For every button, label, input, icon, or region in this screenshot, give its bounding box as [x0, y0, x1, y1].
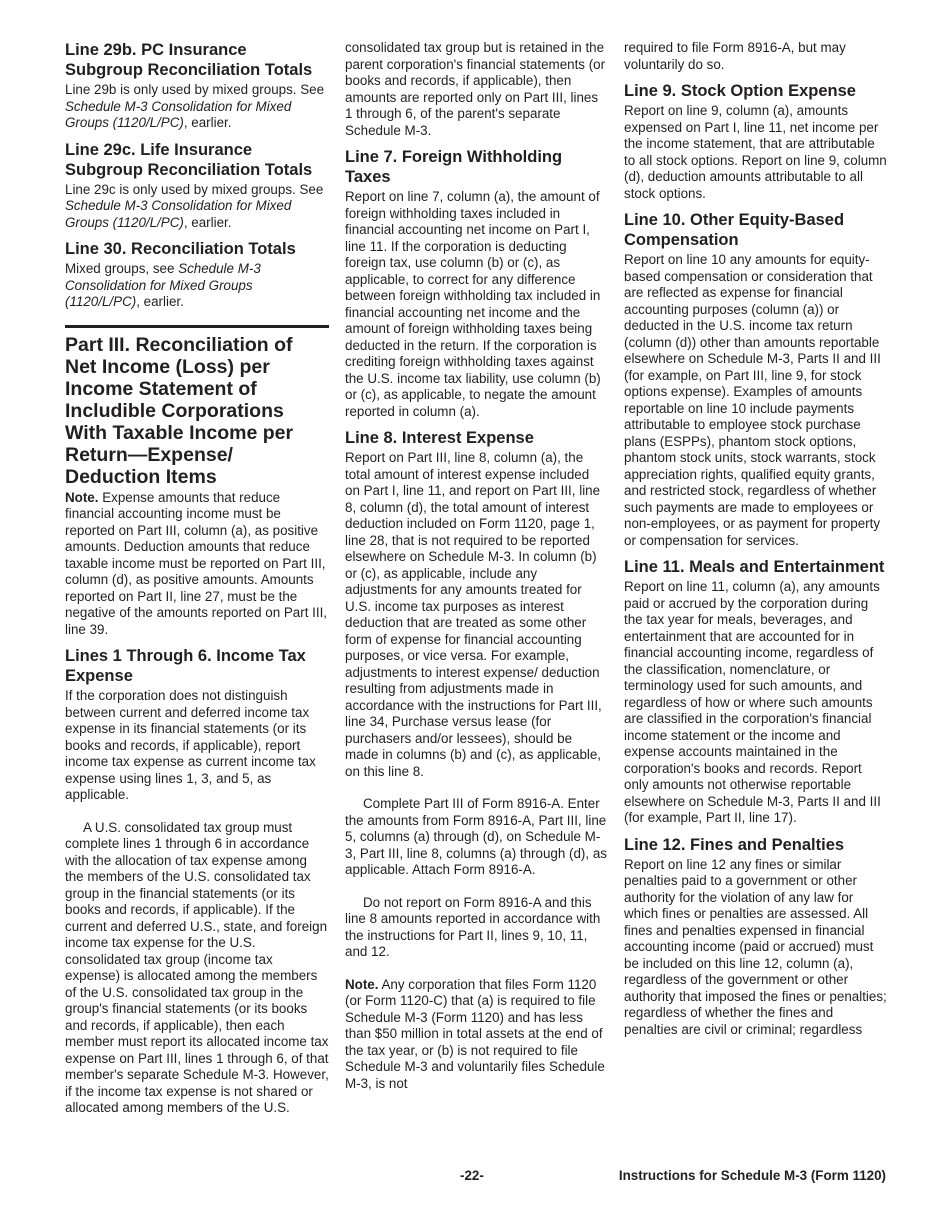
column-2	[345, 40, 607, 1100]
page-number: -22-	[460, 1168, 484, 1183]
footer-document-title: Instructions for Schedule M-3 (Form 1120)	[618, 1168, 886, 1183]
paragraph-line-8-b: Complete Part III of Form 8916-A. Enter the amounts from Form 8916-A, Part III, line 5, columns (a) through (d), on Schedule M-3, Part III, line 8, columns (a) through (d), as applicable. Attach Form 8916-A.	[345, 796, 607, 877]
part-3-title: Part III. Reconciliation of Net Income (Loss) per Income Statement of Includible Corporations With Taxable Income per Return—Expense/ Deduction Items	[65, 333, 294, 488]
paragraph-line-10: Report on line 10 any amounts for equity-based compensation or consideration that are reflected as expense for financial accounting purposes (column (a)) or deducted in the U.S. income tax return (column (d)) other than amounts reportable elsewhere on Schedule M-3, Parts II and III (for example, on Part III, line 9, for stock options expense). Examples of amounts reportable on line 10 include payments attributable to employee stock purchase plans (ESPPs), phantom stock options, phantom stock units, stock warrants, stock appreciation rights, qualified equity grants, and restricted stock, regardless of whether such payments are made to employees or non-employees, or as payment for property or compensation for services.	[624, 252, 881, 548]
note-form-8916a: Note. Any corporation that files Form 1120 (or Form 1120-C) that (a) is required to file Schedule M-3 (Form 1120) and has less than $50 million in total assets at the end of the tax year, or (b) is not required to file Schedule M-3 and voluntarily files Schedule M-3, is not	[345, 976, 605, 1091]
paragraph-lines-1-6-a: If the corporation does not distinguish between current and deferred income tax expense in its financial statements (or its books and records, if applicable), report income tax expense as current income tax expense using lines 1, 3, and 5, as applicable.	[65, 688, 316, 802]
paragraph-line-29c: Line 29c is only used by mixed groups. See Schedule M-3 Consolidation for Mixed Groups (1120/L/PC), earlier.	[65, 181, 324, 230]
paragraph-line-30: Mixed groups, see Schedule M-3 Consolidation for Mixed Groups (1120/L/PC), earlier.	[65, 261, 261, 309]
heading-lines-1-6: Lines 1 Through 6. Income Tax Expense	[65, 647, 306, 685]
note-expense-amounts: Note. Expense amounts that reduce financial accounting income must be reported on Part III, column (a), as positive amounts. Deduction amounts that reduce taxable income must be reported on Part III, column (d), as positive amounts. Amounts reported on Part II, line 27, must be the negative of the amounts reported on Part III, line 39.	[65, 489, 328, 637]
paragraph-line-29b: Line 29b is only used by mixed groups. See Schedule M-3 Consolidation for Mixed Groups (1120/L/PC), earlier.	[65, 82, 325, 130]
column-1	[65, 40, 329, 1125]
paragraph-line-12: Report on line 12 any fines or similar penalties paid to a government or other authority for the violation of any law for which fines or penalties are assessed. All fines and penalties expensed in financial accounting income (paid or accrued) must be included on this line 12, column (a), regardless of the government or other authority that imposed the fines or penalties; regardless of whether the fines and penalties are civil or criminal; regardless	[624, 856, 887, 1037]
heading-line-7: Line 7. Foreign Withholding Taxes	[345, 148, 563, 186]
heading-line-10: Line 10. Other Equity-Based Compensation	[624, 211, 845, 249]
paragraph-lines-1-6-b: A U.S. consolidated tax group must complete lines 1 through 6 in accordance with the allocation of tax expense among the members of the U.S. consolidated tax group in the financial statements (or its books and records, if applicable). If the current and deferred U.S., state, and foreign income tax expense for the U.S. consolidated tax group (income tax expense) is allocated among the members of the U.S. consolidated tax group in the group's financial statements (or its books and records, if applicable), then each member must report its allocated income tax expense on Part III, lines 1 through 6, of that member's separate Schedule M-3. However, if the income tax expense is not shared or allocated among members of the U.S.	[65, 819, 329, 1115]
heading-line-29c: Line 29c. Life Insurance Subgroup Reconciliation Totals	[65, 140, 313, 179]
column-3	[624, 40, 888, 1046]
heading-line-29b: Line 29b. PC Insurance Subgroup Reconciliation Totals	[65, 41, 313, 79]
paragraph-line-8-a: Report on Part III, line 8, column (a), the total amount of interest expense included on Part I, line 11, and report on Part III, line 8, column (d), the total amount of interest deduction included on Form 1120, page 1, line 28, that is not required to be reported elsewhere on Schedule M-3. In column (b) or (c), as applicable, include any adjustments for any amounts treated for U.S. income tax purposes as interest deduction that are treated as some other form of expense for financial accounting purposes, or vice versa. For example, adjustments to interest expense/ deduction resulting from adjustments made in accordance with the instructions for Part III, line 34, Purchase versus lease (for purchasers and/or lessees), should be made in columns (b) and (c), as applicable, on this line 8.	[345, 450, 602, 779]
section-divider	[65, 325, 329, 328]
heading-line-9: Line 9. Stock Option Expense	[624, 82, 856, 100]
paragraph-line-8-c: Do not report on Form 8916-A and this line 8 amounts reported in accordance with the instructions for Part II, lines 9, 10, 11, and 12.	[345, 894, 601, 959]
paragraph-line-9: Report on line 9, column (a), amounts expensed on Part I, line 11, net income per the income statement, that are attributable to all stock options. Report on line 9, column (d), deduction amounts attributable to all stock options.	[624, 103, 887, 201]
paragraph-continued: consolidated tax group but is retained in the parent corporation's financial statements (or books and records, if applicable), then amounts are reported only on Part III, lines 1 through 6, of the parent's separate Schedule M-3.	[345, 40, 606, 138]
paragraph-line-11: Report on line 11, column (a), any amounts paid or accrued by the corporation during the tax year for meals, beverages, and entertainment that are accounted for in financial accounting income, regardless of the classification, nomenclature, or terminology used for such amounts, and regardless of how or where such amounts are classified in the corporation's financial income statement or the income and expense accounts maintained in the corporation's books and records. Report only amounts not otherwise reportable elsewhere on Schedule M-3, Parts II and III (for example, Part II, line 17).	[624, 579, 881, 825]
paragraph-continued: required to file Form 8916-A, but may voluntarily do so.	[624, 40, 846, 72]
paragraph-line-7: Report on line 7, column (a), the amount of foreign withholding taxes included in financial accounting net income on Part I, line 11. If the corporation is deducting foreign tax, use column (b) or (c), as applicable, to correct for any difference between foreign withholding tax included in financial accounting net income and the amount of foreign withholding taxes being deducted in the return. If the corporation is crediting foreign withholding taxes against the U.S. income tax liability, use column (b) or (c), as applicable, to negate the amount reported in column (a).	[345, 189, 601, 419]
heading-line-8: Line 8. Interest Expense	[345, 429, 534, 447]
heading-line-12: Line 12. Fines and Penalties	[624, 835, 845, 854]
heading-line-11: Line 11. Meals and Entertainment	[624, 558, 885, 576]
heading-line-30: Line 30. Reconciliation Totals	[65, 240, 296, 258]
